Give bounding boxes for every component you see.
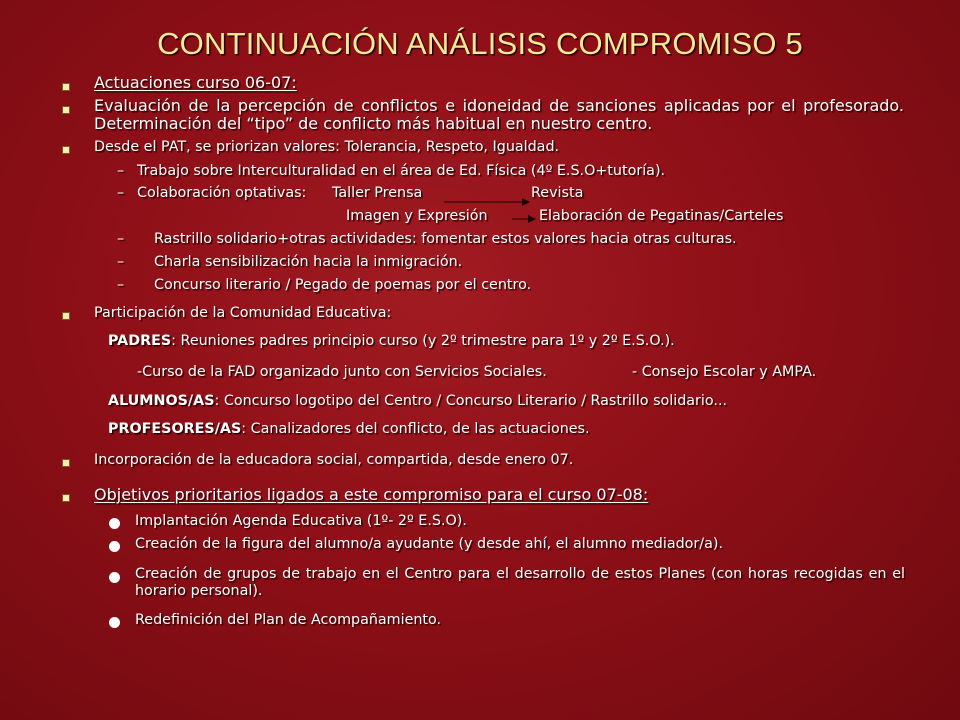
bullet-dot-icon: [109, 617, 120, 628]
objetivo-item-3: Creación de grupos de trabajo en el Centro para el desarrollo de estos Planes (con horas recogidas en el horario personal).: [135, 566, 905, 599]
actuaciones-heading: Actuaciones curso 06-07:: [94, 73, 297, 92]
arrow-head-2: [528, 215, 536, 223]
colaboracion-from-1: Taller Prensa: [332, 185, 423, 201]
bullet-dot-icon: [109, 541, 120, 552]
bullet-square-icon: [62, 459, 70, 467]
trabajo-text: Trabajo sobre Interculturalidad en el área de Ed. Física (4º E.S.O+tutoría).: [137, 163, 666, 179]
dash-marker: –: [117, 277, 125, 293]
bullet-square-icon: [62, 312, 70, 320]
colaboracion-to-1: Revista: [531, 185, 584, 201]
objetivo-item-1: Implantación Agenda Educativa (1º- 2º E.S.O).: [135, 513, 467, 529]
slide-title: CONTINUACIÓN ANÁLISIS COMPROMISO 5: [157, 26, 803, 61]
padres-label: PADRES: [108, 333, 172, 349]
bullet-dot-icon: [109, 572, 120, 583]
padres-text: : Reuniones padres principio curso (y 2º trimestre para 1º y 2º E.S.O.).: [171, 333, 675, 349]
incorporacion-text: Incorporación de la educadora social, compartida, desde enero 07.: [94, 452, 574, 468]
fad-text: -Curso de la FAD organizado junto con Servicios Sociales.: [137, 364, 547, 380]
bullet-square-icon: [62, 494, 70, 502]
bullet-square-icon: [62, 83, 70, 91]
objetivos-heading: Objetivos prioritarios ligados a este compromiso para el curso 07-08:: [94, 485, 649, 504]
dash-marker: –: [117, 254, 125, 270]
profesores-line: [108, 421, 590, 437]
pat-text: Desde el PAT, se priorizan valores: Tolerancia, Respeto, Igualdad.: [94, 139, 560, 155]
concurso-text: Concurso literario / Pegado de poemas por el centro.: [154, 277, 532, 293]
profesores-label: PROFESORES/AS: [108, 421, 242, 437]
fad-extra: - Consejo Escolar y AMPA.: [632, 364, 817, 380]
participacion-text: Participación de la Comunidad Educativa:: [94, 305, 392, 321]
padres-line: [108, 333, 675, 349]
colaboracion-from-2: Imagen y Expresión: [346, 208, 488, 224]
charla-text: Charla sensibilización hacia la inmigración.: [154, 254, 463, 270]
dash-marker: –: [117, 231, 125, 247]
dash-marker: –: [117, 185, 125, 201]
evaluacion-text: Evaluación de la percepción de conflictos e idoneidad de sanciones aplicadas por el profesorado. Determinación del “tipo” de conflicto más habitual en nuestro centro.: [94, 96, 904, 133]
arrows-graphic: [440, 188, 540, 228]
alumnos-text: : Concurso logotipo del Centro / Concurso Literario / Rastrillo solidario...: [214, 393, 728, 409]
alumnos-line: [108, 393, 727, 409]
dash-marker: –: [117, 163, 125, 179]
bullet-dot-icon: [109, 518, 120, 529]
colaboracion-to-2: Elaboración de Pegatinas/Carteles: [539, 208, 784, 224]
profesores-text: : Canalizadores del conflicto, de las actuaciones.: [241, 421, 590, 437]
rastrillo-text: Rastrillo solidario+otras actividades: fomentar estos valores hacia otras culturas.: [154, 231, 737, 247]
arrow-head-1: [522, 198, 530, 206]
objetivo-item-4: Redefinición del Plan de Acompañamiento.: [135, 612, 442, 628]
colaboracion-label: Colaboración optativas:: [137, 185, 307, 201]
bullet-square-icon: [62, 146, 70, 154]
bullet-square-icon: [62, 106, 70, 114]
objetivo-item-2: Creación de la figura del alumno/a ayudante (y desde ahí, el alumno mediador/a).: [135, 536, 723, 552]
alumnos-label: ALUMNOS/AS: [108, 393, 215, 409]
